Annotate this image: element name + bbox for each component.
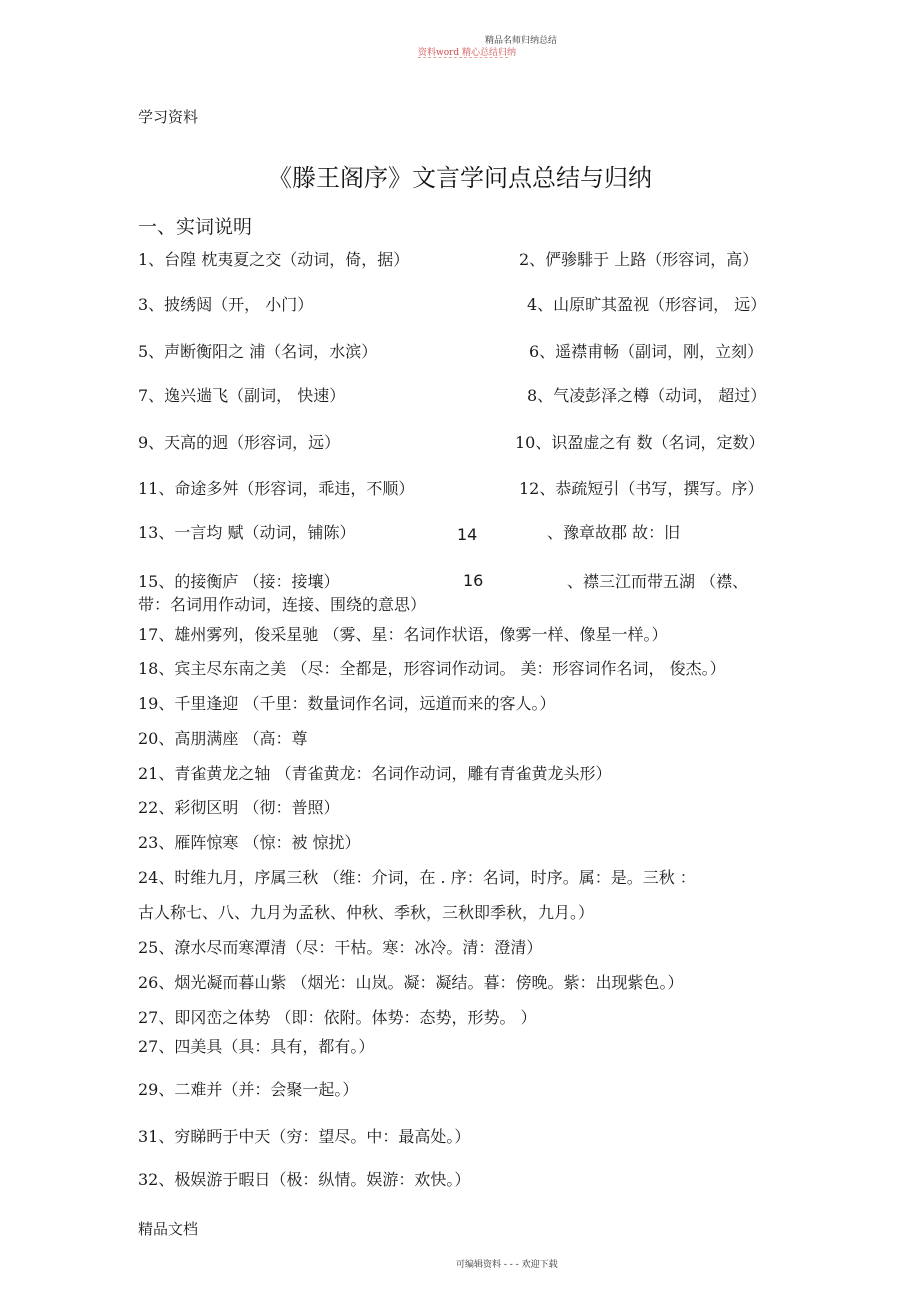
study-label: 学习资料: [138, 108, 199, 126]
item-16-number: 16: [463, 571, 484, 590]
item-24-continuation: 古人称七、八、九月为孟秋、仲秋、季秋，三秋即季秋，九月。）: [138, 903, 595, 922]
item-right-8: 8、气凌彭泽之樽（动词， 超过）: [527, 386, 767, 405]
item-19: 19、千里逢迎 （千里：数量词作名词，远道而来的客人。）: [138, 694, 556, 713]
item-20: 20、高朋满座 （高：尊: [138, 729, 308, 748]
section-heading: 一、实词说明: [138, 216, 253, 238]
item-29: 29、二难并（并：会聚一起。）: [138, 1080, 359, 1099]
item-27a: 27、即冈峦之体势 （即：依附。体势：态势，形势。 ）: [138, 1008, 537, 1027]
item-16-text: 、襟三江而带五湖 （襟、: [567, 572, 749, 591]
footer-label: 精品文档: [138, 1220, 199, 1238]
item-17: 17、雄州雾列，俊采星驰 （雾、星：名词作状语，像雾一样、像星一样。）: [138, 625, 668, 644]
item-22: 22、彩彻区明 （彻：普照）: [138, 798, 340, 817]
item-left-5: 5、声断衡阳之 浦（名词，水滨）: [138, 342, 378, 361]
item-right-4: 4、山原旷其盈视（形容词， 远）: [527, 295, 767, 314]
header-line-2: 资料word 精心总结归纳: [418, 48, 517, 58]
item-32: 32、极娱游于暇日（极：纵情。娱游：欢快。）: [138, 1170, 471, 1189]
item-24: 24、时维九月，序属三秋 （维：介词，在 . 序：名词，时序。属：是。三秋 ：: [138, 868, 696, 887]
header-divider: [418, 57, 508, 58]
item-25: 25、潦水尽而寒潭清（尽：干枯。寒：冰冷。清：澄清）: [138, 938, 543, 957]
item-27b: 27、四美具（具：具有，都有。）: [138, 1037, 375, 1056]
item-31: 31、穷睇眄于中天（穷：望尽。中：最高处。）: [138, 1127, 471, 1146]
item-14-number: 14: [457, 525, 478, 544]
item-left-3: 3、披绣闼（开， 小门）: [138, 295, 314, 314]
item-left-9: 9、天高的迥（形容词，远）: [138, 433, 341, 452]
item-left-11: 11、命途多舛（形容词，乖违，不顺）: [138, 479, 415, 498]
item-left-7: 7、逸兴遄飞（副词， 快速）: [138, 386, 346, 405]
footer-note: 可编辑资料 - - - 欢迎下载: [456, 1260, 558, 1270]
header-line-1: 精品名师归纳总结: [485, 36, 558, 46]
item-15: 15、的接衡庐 （接：接壤）: [138, 572, 340, 591]
item-left-1: 1、台隍 枕夷夏之交（动词，倚，据）: [138, 250, 410, 269]
item-21: 21、青雀黄龙之轴 （青雀黄龙：名词作动词，雕有青雀黄龙头形）: [138, 764, 612, 783]
item-16-continuation: 带：名词用作动词，连接、围绕的意思）: [138, 595, 427, 614]
item-14-text: 、豫章故郡 故：旧: [547, 523, 681, 542]
item-13: 13、一言均 赋（动词，铺陈）: [138, 523, 356, 542]
item-26: 26、烟光凝而暮山紫 （烟光：山岚。凝：凝结。暮：傍晚。紫：出现紫色。）: [138, 973, 684, 992]
item-right-10: 10、识盈虚之有 数（名词，定数）: [515, 433, 765, 452]
item-right-2: 2、俨骖騑于 上路（形容词，高）: [519, 250, 759, 269]
page-title: 《滕王阁序》文言学问点总结与归纳: [268, 164, 652, 192]
item-23: 23、雁阵惊寒 （惊：被 惊扰）: [138, 833, 361, 852]
item-right-12: 12、恭疏短引（书写，撰写。序）: [519, 479, 764, 498]
item-18: 18、宾主尽东南之美 （尽：全都是，形容词作动词。 美：形容词作名词， 俊杰。）: [138, 659, 726, 678]
item-right-6: 6、遥襟甫畅（副词，刚，立刻）: [529, 342, 764, 361]
